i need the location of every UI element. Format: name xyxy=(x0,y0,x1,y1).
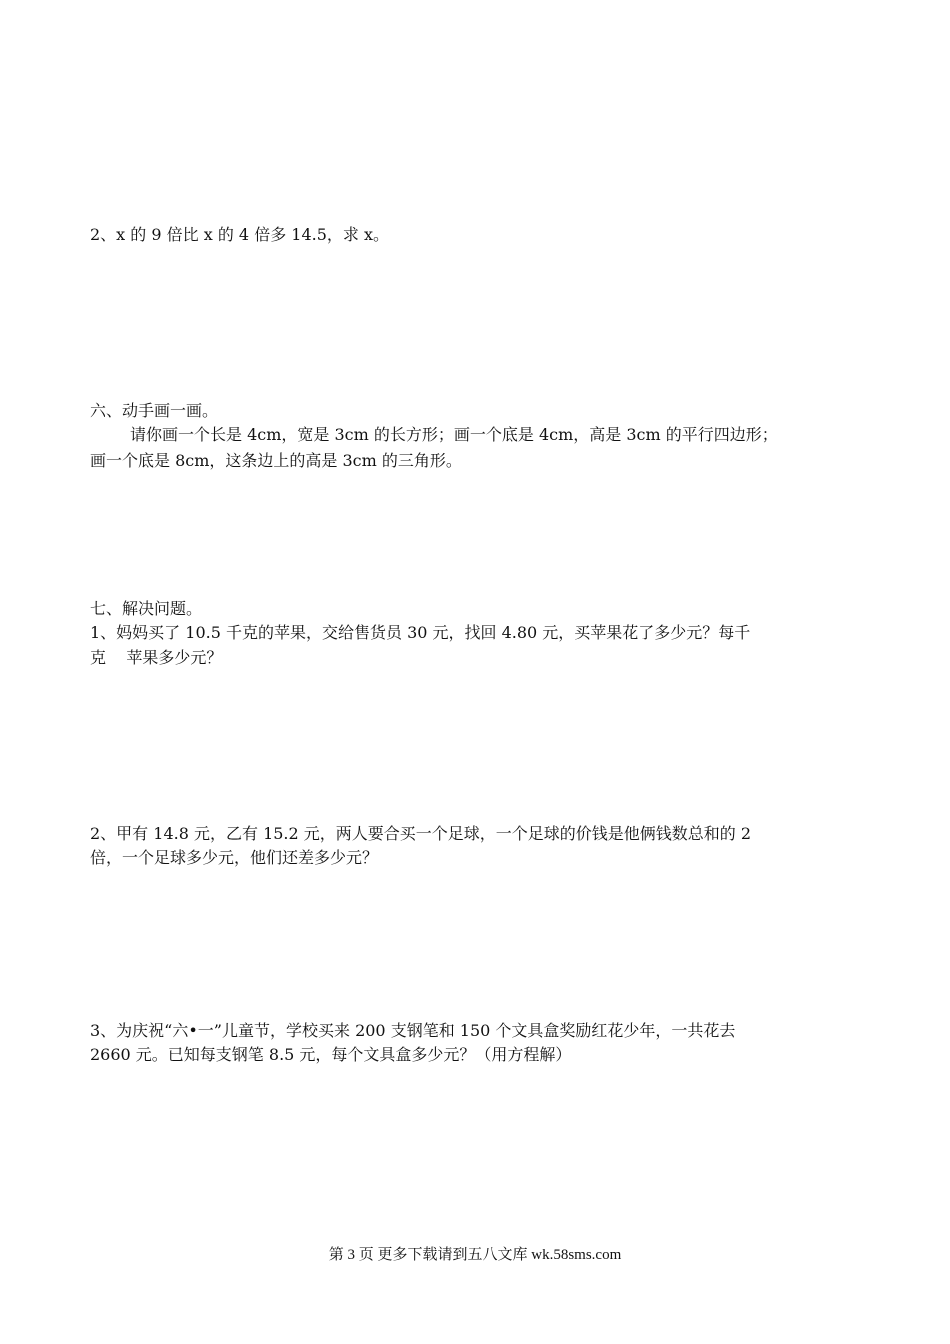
problem-7-3-line-1: 3、为庆祝“六•一”儿童节，学校买来 200 支钢笔和 150 个文具盒奖励红花少年，一共花去 xyxy=(90,1021,736,1040)
section-6-heading: 六、动手画一画。 xyxy=(90,401,219,420)
problem-7-2-line-1: 2、甲有 14.8 元，乙有 15.2 元，两人要合买一个足球，一个足球的价钱是他俩钱数总和的 2 xyxy=(90,824,752,843)
section-6-text-line-2: 画一个底是 8cm，这条边上的高是 3cm 的三角形。 xyxy=(90,451,462,470)
problem-7-1-line-1: 1、妈妈买了 10.5 千克的苹果，交给售货员 30 元，找回 4.80 元，买苹果花了多少元？每千 xyxy=(90,623,751,642)
problem-7-1-line-2: 克 苹果多少元？ xyxy=(90,648,223,667)
section-6-text-line-1: 请你画一个长是 4cm，宽是 3cm 的长方形；画一个底是 4cm，高是 3cm 的平行四边形； xyxy=(130,425,778,444)
problem-5-2: 2、x 的 9 倍比 x 的 4 倍多 14.5，求 x。 xyxy=(90,225,390,244)
problem-7-3-line-2: 2660 元。已知每支钢笔 8.5 元，每个文具盒多少元？（用方程解） xyxy=(90,1045,572,1064)
section-7-heading: 七、解决问题。 xyxy=(90,599,203,618)
problem-7-2-line-2: 倍，一个足球多少元，他们还差多少元？ xyxy=(90,848,379,867)
page-footer: 第 3 页 更多下载请到五八文库 wk.58sms.com xyxy=(328,1247,622,1263)
